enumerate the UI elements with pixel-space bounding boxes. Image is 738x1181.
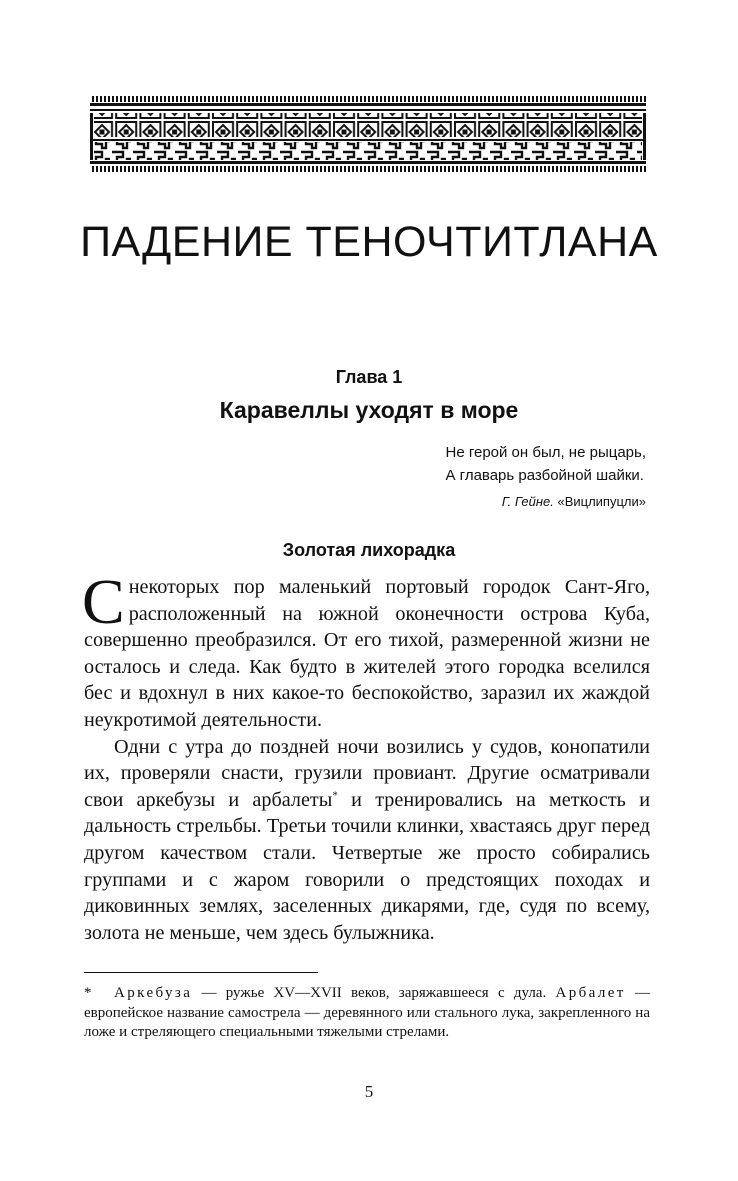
footnote-divider — [84, 972, 318, 973]
paragraph-1 — [82, 566, 650, 734]
body-text — [82, 566, 650, 946]
epigraph-author: Г. Гейне. — [501, 494, 554, 509]
section-title: Золотая лихорадка — [282, 540, 456, 560]
paragraph-1-text: некоторых пор маленький портовый городок Сант-Яго, расположенный на южной оконечности острова Куба, совершенно преобразился. От его тихой, размеренной жизни не осталось и следа. Как будто в жителей этого городка вселился бес и вдохнул в них какое-то беспокойство, заразил их жаждой неукротимой деятельности. — [84, 576, 650, 731]
footnote — [84, 984, 650, 1043]
epigraph-line-1: Не герой он был, не рыцарь, — [445, 444, 646, 461]
footnote-mark: * — [84, 985, 92, 1001]
epigraph-line-2: А главарь разбойной шайки. — [445, 467, 644, 484]
decorative-ornament-band — [88, 96, 648, 172]
epigraph-attribution — [502, 494, 646, 509]
footnote-term-arquebus: Аркебуза — [114, 985, 193, 1001]
paragraph-2 — [84, 734, 650, 947]
drop-cap: С — [82, 566, 125, 637]
epigraph — [446, 441, 647, 487]
footnote-definition-crossbow: — европейское название самострела — деревянного или стального лука, закрепленного на ложе и стреляющего специальными тяжелыми стрелами. — [84, 985, 650, 1040]
footnote-term-crossbow: Арбалет — [555, 985, 626, 1001]
chapter-title: Каравеллы уходят в море — [219, 397, 519, 423]
chapter-label: Глава 1 — [335, 367, 403, 387]
page-number: 5 — [364, 1082, 374, 1101]
footnote-definition-arquebus: — ружье XV—XVII веков, заряжавшееся с дула. — [192, 985, 556, 1001]
epigraph-source: «Вицлипуцли» — [557, 494, 646, 509]
paragraph-2-text-b: и тренировались на меткость и дальность стрельбы. Третьи точили клинки, хвастаясь друг перед другом качеством стали. Четвертые же просто собирались группами и с жаром говорили о предстоящих походах и диковинных землях, заселенных дикарями, где, судя по всему, золота не меньше, чем здесь булыжника. — [84, 788, 650, 944]
book-title: ПАДЕНИЕ ТЕНОЧТИТЛАНА — [80, 218, 658, 266]
paragraph-2-text-a: Одни с утра до поздней ночи возились у судов, конопатили их, проверяли снасти, грузили провиант. Другие осматривали свои аркебузы и арбалеты — [84, 735, 650, 811]
footnote-reference[interactable]: * — [332, 789, 338, 802]
